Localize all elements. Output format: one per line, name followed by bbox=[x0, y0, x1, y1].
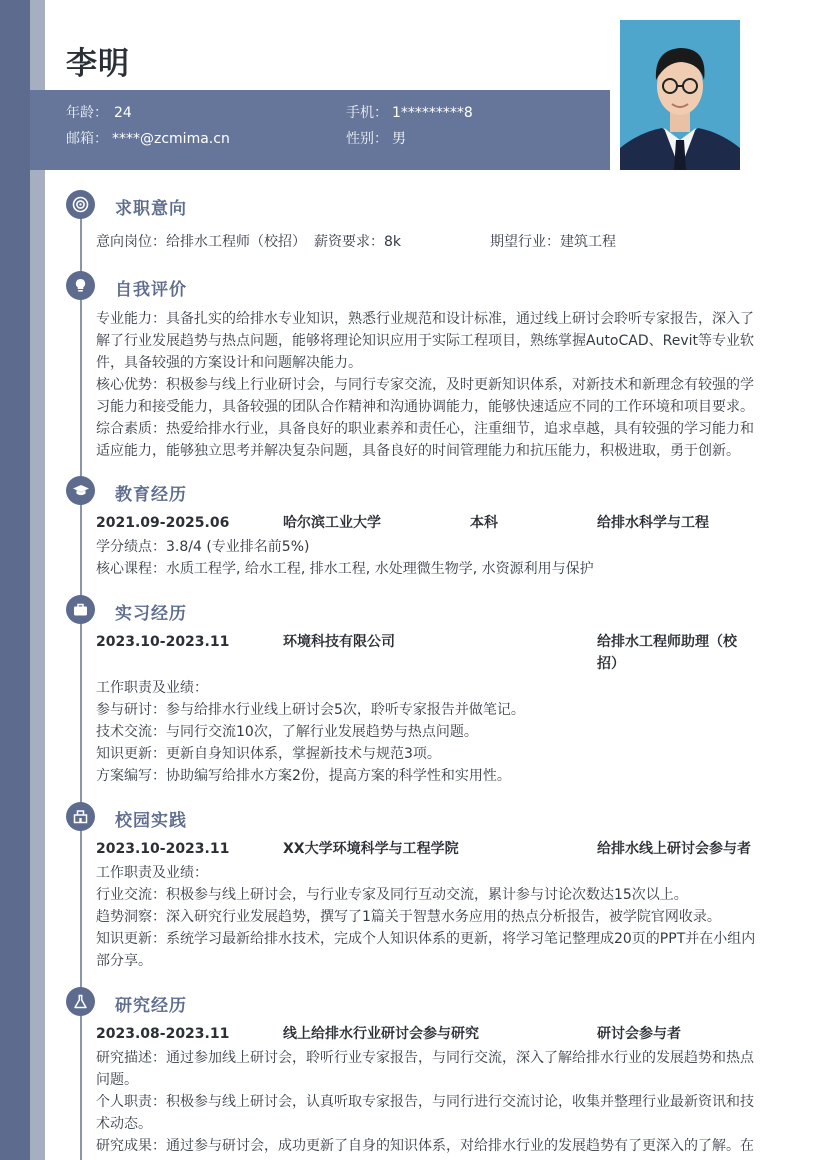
internship-role-cont: 招） bbox=[597, 656, 625, 672]
briefcase-icon bbox=[66, 595, 95, 624]
self-eval-line: 专业能力：具备扎实的给排水专业知识，熟悉行业规范和设计标准，通过线上研讨会聆听专家报告，深入了 bbox=[96, 311, 754, 327]
internship-section-title: 实习经历 bbox=[115, 604, 187, 624]
phone-info bbox=[346, 102, 473, 122]
research-line: 术动态。 bbox=[96, 1116, 152, 1132]
flask-icon bbox=[66, 987, 95, 1016]
phone-value: 1*********8 bbox=[392, 105, 473, 121]
gender-info bbox=[346, 128, 406, 148]
left-accent-bar bbox=[0, 0, 30, 1160]
research-role: 研讨会参与者 bbox=[597, 1026, 681, 1042]
self-eval-line: 综合素质：热爱给排水行业，具备良好的职业素养和责任心，注重细节，追求卓越，具有较强的学习能力和 bbox=[96, 421, 754, 437]
campus-line: 部分享。 bbox=[96, 953, 152, 969]
left-accent-strip bbox=[30, 170, 45, 1160]
internship-role: 给排水工程师助理（校 bbox=[597, 634, 737, 650]
objective-position: 意向岗位：给排水工程师（校招） bbox=[96, 234, 306, 250]
internship-line: 参与研讨：参与给排水行业线上研讨会5次，聆听专家报告并做笔记。 bbox=[96, 702, 525, 718]
self-eval-line: 件，具备较强的方案设计和问题解决能力。 bbox=[96, 355, 362, 371]
research-project: 线上给排水行业研讨会参与研究 bbox=[283, 1026, 479, 1042]
research-section-title: 研究经历 bbox=[115, 996, 187, 1016]
graduation-cap-icon bbox=[66, 476, 95, 505]
self-eval-line: 适应能力，能够独立思考并解决复杂问题，具备良好的时间管理能力和抗压能力，积极进取，勇于创新。 bbox=[96, 443, 740, 459]
education-line: 学分绩点：3.8/4 (专业排名前5%) bbox=[96, 539, 310, 555]
education-school: 哈尔滨工业大学 bbox=[283, 515, 381, 531]
education-major: 给排水科学与工程 bbox=[597, 515, 709, 531]
lightbulb-icon bbox=[66, 271, 95, 300]
self-eval-line: 习能力和接受能力，具备较强的团队合作精神和沟通协调能力，能够快速适应不同的工作环境和项目要求。 bbox=[96, 399, 754, 415]
campus-line: 行业交流：积极参与线上研讨会，与行业专家及同行互动交流，累计参与讨论次数达15次以上。 bbox=[96, 887, 688, 903]
campus-org: XX大学环境科学与工程学院 bbox=[283, 841, 459, 857]
education-date: 2021.09-2025.06 bbox=[96, 515, 230, 531]
campus-building-icon bbox=[66, 802, 95, 831]
internship-company: 环境科技有限公司 bbox=[283, 634, 395, 650]
campus-line: 趋势洞察：深入研究行业发展趋势，撰写了1篇关于智慧水务应用的热点分析报告，被学院官网收录。 bbox=[96, 909, 721, 925]
target-icon bbox=[66, 190, 95, 219]
age-value: 24 bbox=[114, 105, 132, 121]
email-label: 邮箱： bbox=[66, 131, 108, 147]
internship-line: 方案编写：协助编写给排水方案2份，提高方案的科学性和实用性。 bbox=[96, 768, 511, 784]
education-degree: 本科 bbox=[470, 515, 498, 531]
campus-role: 给排水线上研讨会参与者 bbox=[597, 841, 751, 857]
internship-line: 知识更新：更新自身知识体系，掌握新技术与规范3项。 bbox=[96, 746, 441, 762]
objective-industry: 期望行业：建筑工程 bbox=[490, 234, 616, 250]
self-eval-section-title: 自我评价 bbox=[115, 280, 187, 300]
phone-label: 手机： bbox=[346, 105, 388, 121]
self-eval-line: 解了行业发展趋势与热点问题，能够将理论知识应用于实际工程项目，熟练掌握AutoCAD、Revit等专业软 bbox=[96, 333, 755, 349]
internship-date: 2023.10-2023.11 bbox=[96, 634, 230, 650]
timeline-line bbox=[80, 205, 82, 1160]
candidate-name: 李明 bbox=[66, 46, 130, 82]
research-line: 个人职责：积极参与线上研讨会，认真听取专家报告，与同行进行交流讨论，收集并整理行业最新资讯和技 bbox=[96, 1094, 754, 1110]
research-line: 研究成果：通过参与研讨会，成功更新了自身的知识体系，对给排水行业的发展趋势有了更深入的了解。在 bbox=[96, 1138, 754, 1154]
campus-line: 知识更新：系统学习最新给排水技术，完成个人知识体系的更新，将学习笔记整理成20页的PPT并在小组内 bbox=[96, 931, 756, 947]
profile-photo bbox=[620, 20, 740, 170]
objective-section-title: 求职意向 bbox=[115, 199, 187, 219]
research-line: 研究描述：通过参加线上研讨会，聆听行业专家报告，与同行交流，深入了解给排水行业的发展趋势和热点 bbox=[96, 1050, 754, 1066]
research-line: 问题。 bbox=[96, 1072, 138, 1088]
left-accent-strip-top bbox=[30, 0, 45, 90]
age-info bbox=[66, 102, 132, 122]
age-label: 年龄： bbox=[66, 105, 108, 121]
gender-value: 男 bbox=[392, 131, 406, 147]
internship-line: 技术交流：与同行交流10次，了解行业发展趋势与热点问题。 bbox=[96, 724, 478, 740]
gender-label: 性别： bbox=[346, 131, 388, 147]
internship-line: 工作职责及业绩： bbox=[96, 680, 208, 696]
self-eval-line: 核心优势：积极参与线上行业研讨会，与同行专家交流，及时更新知识体系，对新技术和新理念有较强的学 bbox=[96, 377, 754, 393]
education-section-title: 教育经历 bbox=[115, 485, 187, 505]
campus-date: 2023.10-2023.11 bbox=[96, 841, 230, 857]
research-date: 2023.08-2023.11 bbox=[96, 1026, 230, 1042]
campus-line: 工作职责及业绩： bbox=[96, 865, 208, 881]
email-value: ****@zcmima.cn bbox=[112, 131, 230, 147]
education-line: 核心课程：水质工程学, 给水工程, 排水工程, 水处理微生物学, 水资源利用与保护 bbox=[96, 561, 594, 577]
campus-section-title: 校园实践 bbox=[115, 811, 187, 831]
objective-salary: 薪资要求：8k bbox=[314, 234, 402, 250]
email-info bbox=[66, 128, 230, 148]
